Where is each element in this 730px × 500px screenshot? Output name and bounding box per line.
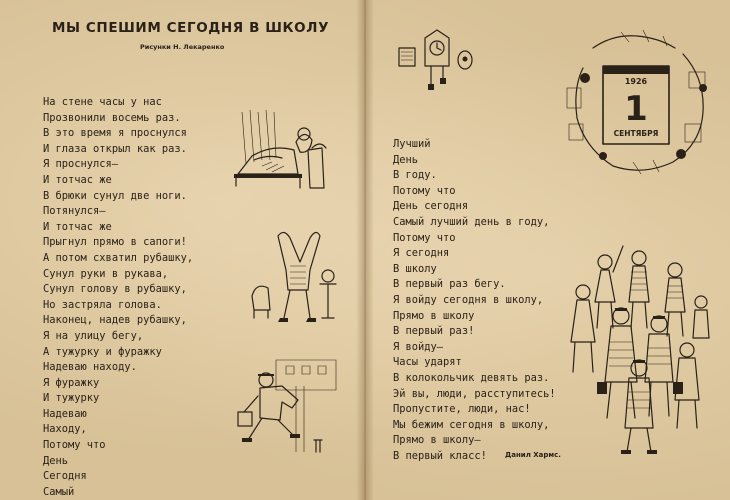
poem-line: В брюки сунул две ноги. <box>43 189 187 202</box>
poem-line: В колокольчик девять раз. <box>393 371 550 384</box>
poem-line: Мы бежим сегодня в школу, <box>393 418 550 431</box>
right-page <box>365 0 730 500</box>
poem-line: Прыгнул прямо в сапоги! <box>43 236 187 249</box>
poem-line: Часы ударят <box>393 356 462 369</box>
poem-line: В это время я проснулся <box>43 127 187 140</box>
poem-line: Потянулся— <box>43 205 106 218</box>
poem-line: А тужурку и фуражку <box>43 345 162 358</box>
calendar-month: СЕНТЯБРЯ <box>613 129 659 138</box>
poem-line: В первый раз бегу. <box>393 278 506 291</box>
poem-line: Лучший <box>393 138 431 150</box>
boy-waking-icon <box>232 104 340 192</box>
poem-line: День сегодня <box>393 200 469 213</box>
author-signature: Данил Хармс. <box>505 451 561 459</box>
poem-line: Эй вы, люди, расступитесь! <box>393 387 556 400</box>
poem-line: Надеваю находу. <box>43 361 137 374</box>
poem-line: Я сегодня <box>393 247 450 260</box>
poem-line: Я фуражку <box>43 376 100 389</box>
poem-line: Я войду— <box>393 340 444 353</box>
poem-line: В году. <box>393 169 437 182</box>
poem-line: Находу, <box>43 423 87 436</box>
poem-line: В первый класс! <box>393 449 487 462</box>
poem-line: Я проснулся— <box>43 158 119 171</box>
poem-line: Прямо в школу <box>393 309 475 322</box>
poem-line: Прямо в школу— <box>393 434 481 447</box>
poem-line: Сунул голову в рубашку, <box>43 283 187 296</box>
poem-line: Потому что <box>43 439 106 452</box>
boy-dressing-icon <box>248 226 342 326</box>
poem-line: И глаза открыл как раз. <box>43 142 187 155</box>
poem-line: День <box>43 454 69 467</box>
poem-line: Надеваю <box>43 407 87 420</box>
poem-line: На стене часы у нас <box>43 96 162 108</box>
poem-right-column <box>393 137 556 464</box>
poem-line: Самый лучший день в году, <box>393 215 550 228</box>
poem-line: И тотчас же <box>43 220 112 233</box>
poem-line: Потому что <box>393 184 456 197</box>
calendar-year: 1926 <box>624 77 648 86</box>
poem-line: Потому что <box>393 231 456 244</box>
poem-line: Сегодня <box>43 470 87 483</box>
poem-line: Наконец, надев рубашку, <box>43 314 187 327</box>
poem-line: Но застряла голова. <box>43 298 162 311</box>
boy-running-icon <box>236 356 348 456</box>
clock-icon <box>395 26 477 92</box>
poem-line: День <box>393 153 419 166</box>
poem-line: Я войду сегодня в школу, <box>393 293 544 306</box>
poem-line: Сунул руки в рукава, <box>43 267 169 280</box>
poem-line: Я на улицу бегу, <box>43 329 144 342</box>
poem-line: И тужурку <box>43 392 100 405</box>
poem-line: А потом схватил рубашку, <box>43 251 194 264</box>
poem-line: Пропустите, люди, нас! <box>393 403 531 416</box>
children-group-icon <box>561 232 719 460</box>
calendar-wreath-icon <box>563 28 711 178</box>
calendar-day: 1 <box>624 89 648 129</box>
poem-left-column <box>43 95 193 500</box>
illustrator-credit: Рисунки Н. Лекаренко <box>140 43 225 51</box>
poem-title: МЫ СПЕШИМ СЕГОДНЯ В ШКОЛУ <box>52 20 330 36</box>
poem-line: В школу <box>393 262 437 275</box>
poem-line: Самый <box>43 485 75 498</box>
poem-line: И тотчас же <box>43 173 112 186</box>
poem-line: Прозвонили восемь раз. <box>43 111 181 124</box>
poem-line: В первый раз! <box>393 325 475 338</box>
